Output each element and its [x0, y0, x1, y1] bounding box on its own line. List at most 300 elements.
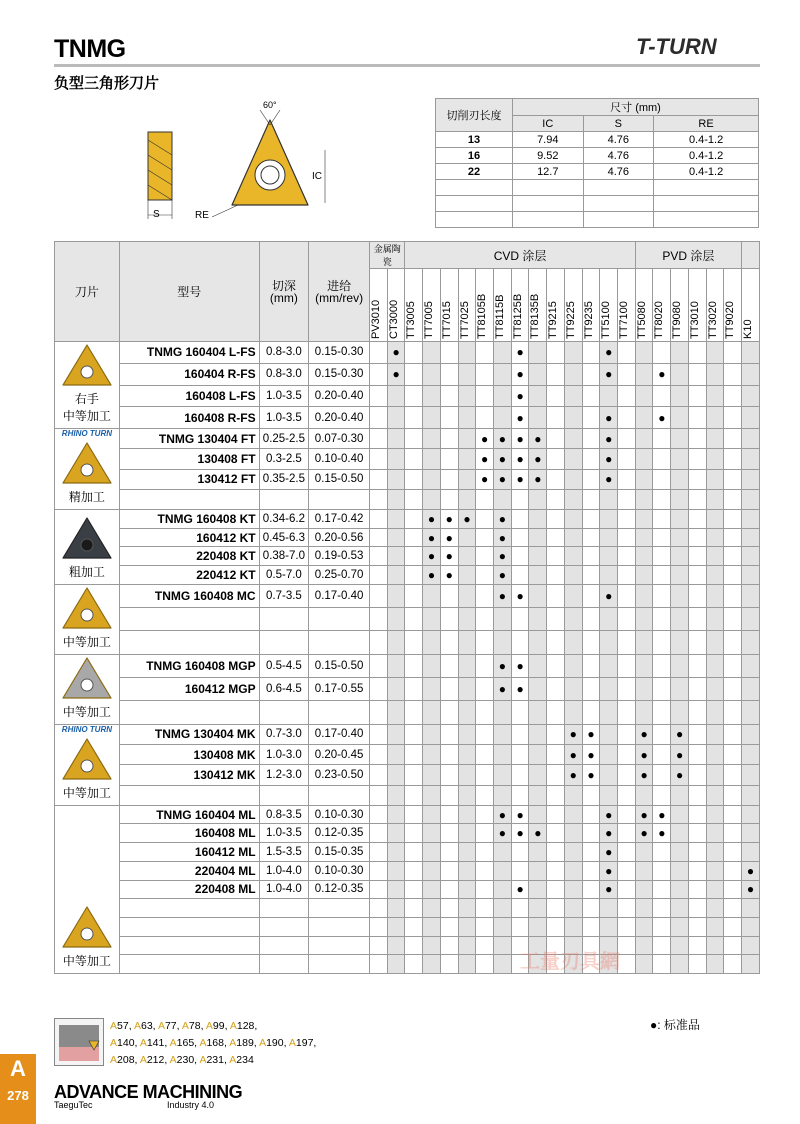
grade-cell [369, 631, 387, 654]
grade-cell [529, 566, 547, 585]
table-row [55, 342, 760, 364]
grade-cell: ● [458, 510, 476, 529]
grade-cell [653, 449, 671, 469]
grade-cell [476, 654, 494, 677]
feed-value: 0.15-0.50 [309, 654, 370, 677]
grade-cell [387, 584, 405, 607]
grade-cell: ● [476, 469, 494, 489]
page-ref[interactable] [289, 1037, 314, 1049]
model-code: 220408 ML [119, 880, 259, 899]
grade-cell [529, 547, 547, 566]
grade-cell [653, 429, 671, 449]
grade-cell [671, 385, 689, 407]
grade-cell [458, 936, 476, 955]
grade-cell [369, 724, 387, 744]
grade-cell [511, 566, 529, 585]
grade-cell [405, 724, 423, 744]
table-row [55, 917, 760, 936]
grade-cell [653, 745, 671, 765]
insert-type-label: 中等加工 [62, 785, 111, 800]
page-ref[interactable] [110, 1037, 135, 1049]
grade-cell [706, 724, 724, 744]
grade-cell [688, 547, 706, 566]
page-ref[interactable] [158, 1020, 177, 1032]
grade-cell [742, 363, 760, 385]
model-code: TNMG 130404 FT [119, 429, 259, 449]
grade-cell: ● [494, 566, 512, 585]
grade-cell: ● [423, 547, 441, 566]
grade-cell [688, 528, 706, 547]
ref-letter: A [199, 1054, 207, 1066]
ref-number: 99 [212, 1020, 225, 1032]
grade-cell [529, 385, 547, 407]
grade-cell: ● [600, 449, 618, 469]
table-row [55, 824, 760, 843]
grade-cell [511, 510, 529, 529]
dim-col-re: RE [654, 116, 759, 132]
grade-cell [688, 805, 706, 824]
grade-cell [440, 631, 458, 654]
grade-cell [742, 917, 760, 936]
grade-cell [529, 765, 547, 785]
grade-cell [706, 342, 724, 364]
grade-cell [387, 843, 405, 862]
grade-cell [600, 785, 618, 805]
ref-letter: A [205, 1020, 213, 1032]
rhino-turn-logo: RHINO TURN [61, 429, 113, 438]
grade-cell [423, 608, 441, 631]
grade-cell [369, 363, 387, 385]
grade-cell [458, 547, 476, 566]
model-code: TNMG 160404 L-FS [119, 342, 259, 364]
grade-cell [688, 899, 706, 918]
feed-value: 0.12-0.35 [309, 824, 370, 843]
grade-cell: ● [476, 449, 494, 469]
grade-cell [564, 510, 582, 529]
grade-cell [458, 342, 476, 364]
grade-cell [440, 805, 458, 824]
grade-cell [724, 528, 742, 547]
grade-cell [405, 547, 423, 566]
depth-value: 0.7-3.5 [259, 584, 309, 607]
dim-value [583, 212, 654, 228]
grade-group: 金属陶瓷 [369, 242, 404, 269]
depth-value: 1.0-4.0 [259, 880, 309, 899]
grade-cell [635, 510, 653, 529]
grade-cell [688, 407, 706, 429]
grade-cell [405, 566, 423, 585]
grade-cell [653, 724, 671, 744]
grade-cell [635, 955, 653, 974]
grade-cell [653, 385, 671, 407]
grade-cell: ● [635, 765, 653, 785]
page-ref[interactable] [170, 1054, 195, 1066]
grade-cell [387, 745, 405, 765]
model-code [119, 631, 259, 654]
grade-header [387, 269, 405, 342]
grade-cell [653, 584, 671, 607]
grade-cell [529, 785, 547, 805]
grade-cell [671, 449, 689, 469]
grade-cell [742, 547, 760, 566]
grade-cell: ● [440, 547, 458, 566]
grade-cell [742, 385, 760, 407]
dim-value: 0.4-1.2 [654, 164, 759, 180]
legend-note: ●: 标准品 [650, 1018, 700, 1032]
grade-cell [724, 449, 742, 469]
grade-cell [387, 785, 405, 805]
grade-cell [671, 936, 689, 955]
table-row [55, 899, 760, 918]
grade-cell [369, 701, 387, 724]
feed-value [309, 785, 370, 805]
grade-cell [387, 724, 405, 744]
grade-cell [369, 936, 387, 955]
grade-cell [423, 785, 441, 805]
grade-cell: ● [494, 429, 512, 449]
grade-cell [547, 631, 565, 654]
grade-cell [423, 724, 441, 744]
grade-name: TT9080 [671, 301, 684, 339]
grade-cell [600, 701, 618, 724]
table-row [55, 765, 760, 785]
grade-cell [440, 765, 458, 785]
grade-cell [742, 510, 760, 529]
grade-cell [440, 824, 458, 843]
grade-cell [529, 407, 547, 429]
grade-cell [423, 701, 441, 724]
grade-cell [582, 547, 600, 566]
table-row [55, 510, 760, 529]
grade-cell [494, 363, 512, 385]
dim-length: 22 [436, 164, 513, 180]
grade-cell: ● [494, 528, 512, 547]
grade-cell [724, 631, 742, 654]
ref-letter: A [139, 1037, 147, 1049]
grade-cell [600, 608, 618, 631]
grade-cell [653, 936, 671, 955]
grade-cell [387, 566, 405, 585]
grade-cell [724, 469, 742, 489]
feed-value: 0.17-0.40 [309, 724, 370, 744]
holder-thumbnail [54, 1018, 104, 1066]
grade-cell [564, 363, 582, 385]
grade-cell: ● [494, 824, 512, 843]
grade-cell [369, 805, 387, 824]
grade-cell [706, 824, 724, 843]
grade-cell [547, 385, 565, 407]
grade-cell [547, 880, 565, 899]
grade-cell [476, 861, 494, 880]
grade-cell [547, 824, 565, 843]
ref-letter: A [139, 1054, 147, 1066]
page-ref[interactable] [170, 1037, 195, 1049]
grade-cell [671, 843, 689, 862]
grade-cell: ● [511, 469, 529, 489]
grade-cell [688, 489, 706, 509]
grade-cell [706, 785, 724, 805]
grade-cell: ● [653, 805, 671, 824]
model-code: 160408 R-FS [119, 407, 259, 429]
grade-cell [458, 678, 476, 701]
grade-cell [706, 566, 724, 585]
grade-cell [653, 528, 671, 547]
grade-cell [582, 785, 600, 805]
s-label: S [153, 209, 160, 220]
feed-value: 0.20-0.40 [309, 385, 370, 407]
page-ref[interactable] [229, 1054, 254, 1066]
grade-cell [724, 489, 742, 509]
grade-cell [653, 880, 671, 899]
grade-cell: ● [671, 745, 689, 765]
col-depth: 切深 (mm) [259, 242, 309, 342]
grade-cell [369, 342, 387, 364]
depth-value [259, 785, 309, 805]
model-code [119, 785, 259, 805]
grade-cell [547, 528, 565, 547]
page-ref[interactable] [110, 1020, 129, 1032]
grade-cell [458, 489, 476, 509]
page-ref[interactable] [199, 1054, 224, 1066]
grade-cell [600, 489, 618, 509]
grade-cell: ● [600, 342, 618, 364]
grade-cell: ● [671, 724, 689, 744]
grade-cell [618, 407, 636, 429]
page-ref[interactable] [134, 1020, 153, 1032]
insert-cell [55, 429, 120, 510]
grade-cell [653, 843, 671, 862]
grade-cell [635, 631, 653, 654]
grade-cell [458, 843, 476, 862]
table-row [55, 678, 760, 701]
grade-cell [405, 745, 423, 765]
grade-cell [618, 654, 636, 677]
dim-value: 7.94 [513, 132, 584, 148]
grade-cell [369, 429, 387, 449]
depth-value: 0.8-3.5 [259, 805, 309, 824]
dim-value [513, 212, 584, 228]
grade-cell [440, 342, 458, 364]
grade-cell [724, 805, 742, 824]
grade-group: PVD 涂层 [635, 242, 741, 269]
model-code: TNMG 160404 ML [119, 805, 259, 824]
grade-name: TT7005 [423, 301, 436, 339]
grade-cell [618, 363, 636, 385]
feed-value: 0.20-0.56 [309, 528, 370, 547]
grade-cell: ● [600, 843, 618, 862]
model-code: 160408 ML [119, 824, 259, 843]
grade-cell [476, 547, 494, 566]
insert-image [59, 736, 115, 782]
ref-number: 78 [188, 1020, 201, 1032]
feed-value: 0.15-0.50 [309, 469, 370, 489]
grade-cell [405, 528, 423, 547]
grade-cell [635, 429, 653, 449]
grade-cell [618, 955, 636, 974]
grade-cell [494, 724, 512, 744]
grade-cell [369, 880, 387, 899]
grade-cell [635, 584, 653, 607]
dim-value: 9.52 [513, 148, 584, 164]
grade-cell [529, 805, 547, 824]
grade-cell: ● [494, 584, 512, 607]
grade-cell [387, 880, 405, 899]
insert-type-label: 粗加工 [68, 564, 105, 579]
grade-cell [742, 765, 760, 785]
grade-cell [529, 899, 547, 918]
grade-cell [458, 566, 476, 585]
page-ref[interactable] [206, 1020, 225, 1032]
grade-cell: ● [600, 363, 618, 385]
grade-cell [440, 489, 458, 509]
grade-cell [635, 936, 653, 955]
grade-cell: ● [494, 805, 512, 824]
grade-cell [458, 363, 476, 385]
grade-cell [440, 701, 458, 724]
grade-cell [529, 880, 547, 899]
grade-cell [387, 678, 405, 701]
grade-header [423, 269, 441, 342]
grade-cell [724, 936, 742, 955]
grade-cell [618, 489, 636, 509]
insert-image [59, 904, 115, 950]
grade-cell [405, 843, 423, 862]
grade-cell [635, 678, 653, 701]
grade-cell [653, 899, 671, 918]
grade-cell [405, 861, 423, 880]
insert-image [59, 585, 115, 631]
grade-cell [671, 566, 689, 585]
grade-cell [706, 861, 724, 880]
grade-cell [458, 880, 476, 899]
dim-value [513, 196, 584, 212]
grade-cell [423, 363, 441, 385]
grade-cell [547, 547, 565, 566]
grade-cell [405, 584, 423, 607]
page-ref[interactable] [140, 1037, 165, 1049]
ref-number: 140 [117, 1037, 135, 1049]
grade-cell: ● [494, 547, 512, 566]
grade-cell [547, 363, 565, 385]
grade-cell [458, 469, 476, 489]
table-row [55, 469, 760, 489]
model-code: 130412 FT [119, 469, 259, 489]
grade-cell [688, 917, 706, 936]
grade-cell [494, 936, 512, 955]
grade-header [458, 269, 476, 342]
grade-cell [671, 528, 689, 547]
grade-cell [440, 654, 458, 677]
grade-cell [600, 385, 618, 407]
grade-header [476, 269, 494, 342]
page-ref[interactable] [182, 1020, 201, 1032]
grade-cell [635, 385, 653, 407]
grade-cell [653, 566, 671, 585]
grade-cell [582, 510, 600, 529]
grade-cell [529, 608, 547, 631]
page-references: A57, A63, A77, A78, A99, A128, A140, A141, A165, A168, A189, A190, A197, A208, A212, A230, A231, A234 [110, 1020, 317, 1066]
grade-cell [618, 429, 636, 449]
grade-cell [529, 917, 547, 936]
grade-cell [369, 566, 387, 585]
grade-header [369, 269, 387, 342]
grade-header [635, 269, 653, 342]
grade-cell [405, 608, 423, 631]
grade-cell [706, 385, 724, 407]
page-ref[interactable] [230, 1020, 255, 1032]
grade-cell [564, 880, 582, 899]
grade-cell: ● [653, 407, 671, 429]
feed-value: 0.25-0.70 [309, 566, 370, 585]
depth-value: 0.7-3.0 [259, 724, 309, 744]
grade-cell [618, 785, 636, 805]
grade-cell [423, 824, 441, 843]
grade-cell [458, 805, 476, 824]
grade-cell [742, 342, 760, 364]
page-ref[interactable] [140, 1054, 165, 1066]
grade-cell [511, 843, 529, 862]
grade-header [600, 269, 618, 342]
grade-cell [582, 566, 600, 585]
feed-value: 0.20-0.40 [309, 407, 370, 429]
grade-cell [529, 584, 547, 607]
depth-value [259, 701, 309, 724]
page-ref[interactable] [229, 1037, 254, 1049]
grade-cell [724, 785, 742, 805]
page-ref[interactable] [199, 1037, 224, 1049]
grade-cell [742, 785, 760, 805]
grade-cell [494, 385, 512, 407]
grade-cell: ● [476, 429, 494, 449]
grade-cell: ● [494, 678, 512, 701]
grade-cell [688, 608, 706, 631]
grade-cell [564, 631, 582, 654]
grade-cell [742, 528, 760, 547]
grade-cell [387, 489, 405, 509]
grade-cell [547, 429, 565, 449]
grade-header [724, 269, 742, 342]
grade-cell [423, 342, 441, 364]
grade-cell [618, 342, 636, 364]
grade-cell [405, 917, 423, 936]
grade-cell [618, 547, 636, 566]
grade-cell [564, 824, 582, 843]
grade-cell [671, 824, 689, 843]
ref-number: 63 [140, 1020, 153, 1032]
grade-cell [706, 955, 724, 974]
ref-letter: A [110, 1054, 118, 1066]
grade-cell [724, 566, 742, 585]
grade-cell [529, 678, 547, 701]
ref-number: 57 [117, 1020, 129, 1032]
table-row [55, 385, 760, 407]
grade-cell [423, 429, 441, 449]
grade-cell [564, 678, 582, 701]
grade-header [653, 269, 671, 342]
page-ref[interactable] [259, 1037, 284, 1049]
grade-cell: ● [653, 824, 671, 843]
rhino-turn-logo: RHINO TURN [61, 724, 113, 734]
ref-number: 231 [206, 1054, 224, 1066]
model-code: 160412 MGP [119, 678, 259, 701]
watermark: 工量刃具網 [520, 951, 620, 973]
grade-cell [387, 955, 405, 974]
grade-cell [706, 701, 724, 724]
page-ref[interactable] [110, 1054, 135, 1066]
insert-cell [55, 805, 120, 973]
grade-cell [440, 449, 458, 469]
grade-cell [476, 824, 494, 843]
